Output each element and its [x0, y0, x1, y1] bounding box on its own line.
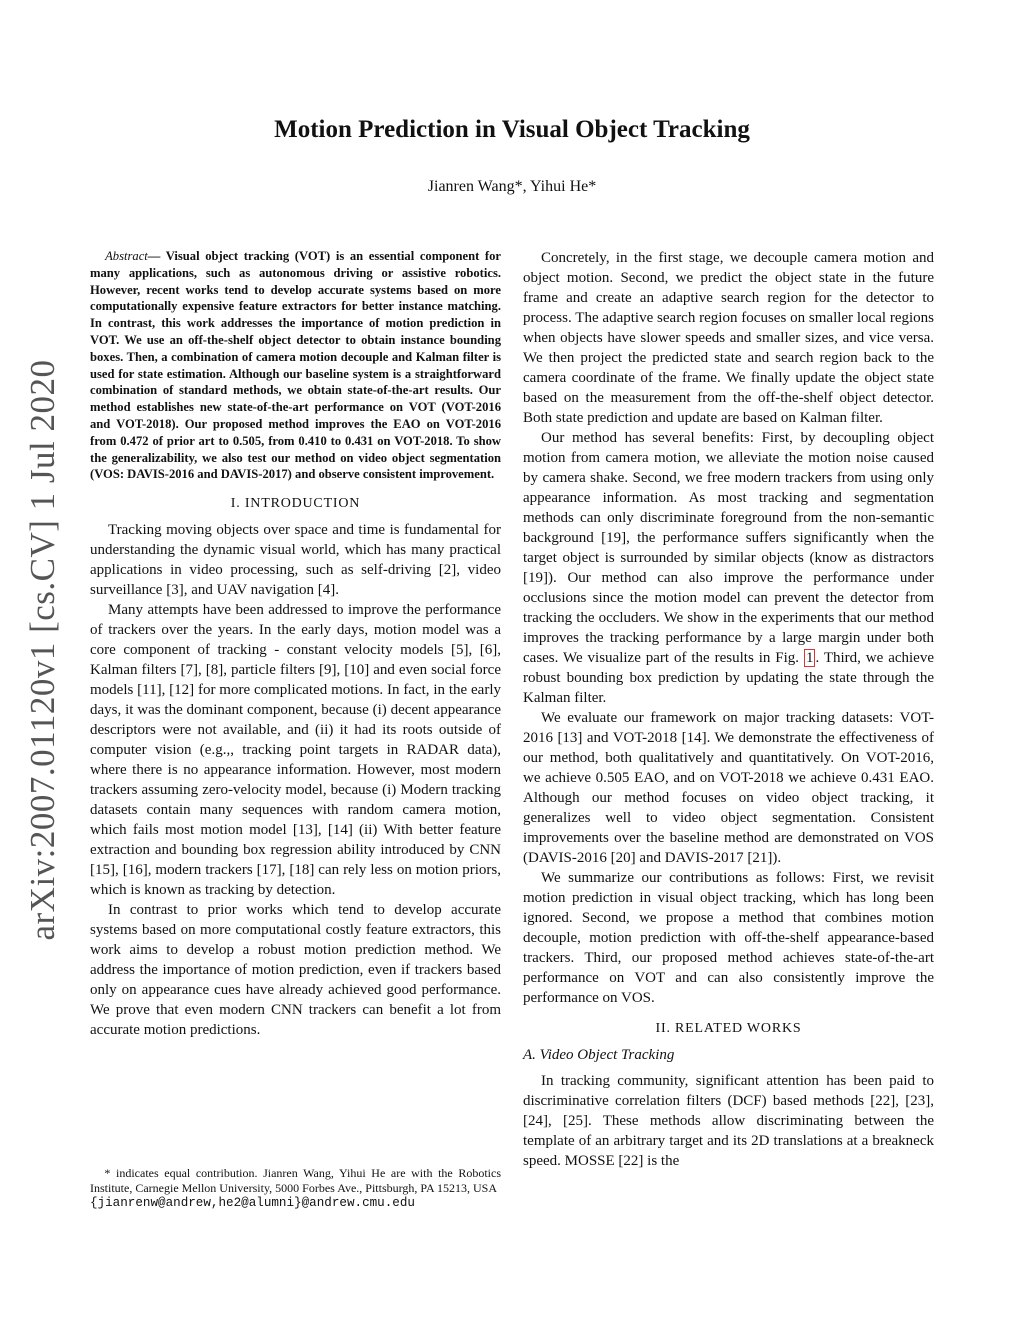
abstract	[90, 248, 501, 483]
intro-paragraph-5	[523, 428, 934, 708]
abstract-label: Abstract	[105, 249, 148, 263]
paragraph-5-text-after: . Third, we achieve robust bounding box prediction by updating the state through the Kalman filter.	[523, 650, 934, 706]
paper-authors: Jianren Wang*, Yihui He*	[427, 178, 597, 195]
paper-title: Motion Prediction in Visual Object Tracking	[274, 116, 750, 143]
related-works-paragraph-1: In tracking community, significant attention has been paid to discriminative correlation filters (DCF) based methods [22], [23], [24], [25]. These methods allow discriminating between the template of an arbitrary target and its 2D translations at a breakneck speed. MOSSE [22] is the	[523, 1073, 934, 1169]
intro-paragraph-2: Many attempts have been addressed to improve the performance of trackers over the years. In the early days, motion model was a core component of tracking - constant velocity models [5], [6], Kalman filters [7], [8], particle filters [9], [10] and even social force models [11], [12] for more complicated motions. In fact, in the early days, it was the dominant component, because (i) decent appearance descriptors were not available, and (ii) it had its roots outside of computer vision (e.g.,, tracking point targets in RADAR data), where there is no appearance information. However, most modern trackers assuming zero-velocity model, because (i) Modern tracking datasets contain many sequences with random camera motion, which fails most motion model [13], [14] (ii) With better feature extraction and bounding box regression ability introduced by CNN [15], [16], modern trackers [17], [18] can rely less on motion priors, which is known as tracking by detection.	[90, 602, 501, 899]
right-column	[523, 248, 934, 1171]
figure-reference-link[interactable]: 1	[805, 650, 814, 666]
intro-paragraph-7: We summarize our contributions as follows: First, we revisit motion prediction in visual object tracking, which has long been ignored. Second, we propose a method that combines motion decouple, motion prediction with off-the-shelf appearance-based trackers. Third, our proposed method achieves state-of-the-art performance on VOT and can also consistently improve the performance on VOS.	[523, 870, 934, 1006]
section-heading-related-works: II. RELATED WORKS	[655, 1021, 802, 1036]
intro-paragraph-6: We evaluate our framework on major tracking datasets: VOT-2016 [13] and VOT-2018 [14]. We demonstrate the effectiveness of our method, both qualitatively and quantitatively. On VOT-2016, we achieve 0.505 EAO, and on VOT-2018 we achieve 0.431 EAO. Although our method focuses on video object tracking, it generalizes well to video object segmentation. Consistent improvements over the baseline method are demonstrated on VOS (DAVIS-2016 [20] and DAVIS-2017 [21]).	[523, 710, 934, 866]
paragraph-5-text-before: Our method has several benefits: First, by decoupling object motion from camera motion, we alleviate the motion noise caused by camera shake. Second, we free modern trackers from using only appearance information. As most tracking and segmentation methods can only discriminate foreground from the non-semantic background [19], the performance suffers significantly when the target object is surrounded by similar objects (know as distractors [19]). Our method can also improve the performance under occlusions since the motion model can prevent the detector from tracking the occluders. We show in the experiments that our method improves the tracking performance by a large margin under both cases. We visualize part of the results in Fig.	[523, 430, 934, 666]
footnote-email: {jianrenw@andrew,he2@alumni}@andrew.cmu.edu	[90, 1196, 415, 1210]
intro-paragraph-1: Tracking moving objects over space and time is fundamental for understanding the dynamic visual world, which has many practical applications in video processing, such as self-driving [2], video surveillance [3], and UAV navigation [4].	[90, 522, 501, 599]
intro-paragraph-3: In contrast to prior works which tend to develop accurate systems based on more computational costly feature extractors, this work aims to develop a robust motion prediction method. We address the importance of motion prediction, even if trackers based only on appearance cues have already achieved good performance. We prove that even modern CNN trackers can benefit a lot from accurate motion predictions.	[90, 902, 501, 1039]
abstract-text: — Visual object tracking (VOT) is an essential component for many applications, such as autonomous driving or assistive robotics. However, recent works tend to develop accurate systems based on more computationally expensive feature extractors for better instance matching. In contrast, this work addresses the importance of motion prediction in VOT. We use an off-the-shelf object detector to obtain instance bounding boxes. Then, a combination of camera motion decouple and Kalman filter is used for state estimation. Although our baseline system is a straightforward combination of standard methods, we obtain state-of-the-art results. Our method establishes new state-of-the-art performance on VOT (VOT-2016 and VOT-2018). Our proposed method improves the EAO on VOT-2016 from 0.472 of prior art to 0.505, from 0.410 to 0.431 on VOT-2018. To show the generalizability, we also test our method on video object segmentation (VOS: DAVIS-2016 and DAVIS-2017) and observe consistent improvement.	[90, 249, 501, 482]
arxiv-identifier: arXiv:2007.01120v1 [cs.CV] 1 Jul 2020	[23, 359, 62, 941]
footnote	[90, 1166, 501, 1211]
footnote-text: * indicates equal contribution. Jianren Wang, Yihui He are with the Robotics Institute, Carnegie Mellon University, 5000 Forbes Ave., Pittsburgh, PA 15213, USA	[90, 1166, 501, 1195]
subsection-heading-video-object-tracking: A. Video Object Tracking	[523, 1047, 675, 1063]
section-heading-introduction: I. INTRODUCTION	[230, 496, 361, 512]
left-column	[90, 248, 501, 1040]
intro-paragraph-4: Concretely, in the first stage, we decouple camera motion and object motion. Second, we predict the object state in the future frame and create an adaptive search region for the detector to process. The adaptive search region focuses on smaller local regions when objects have slower speeds and smaller sizes, and vice versa. We then project the predicted state and search region back to the camera coordinate of the frame. We finally update the object state based on the measurement from the off-the-shelf object detector. Both state prediction and update are based on Kalman filter.	[523, 250, 934, 426]
